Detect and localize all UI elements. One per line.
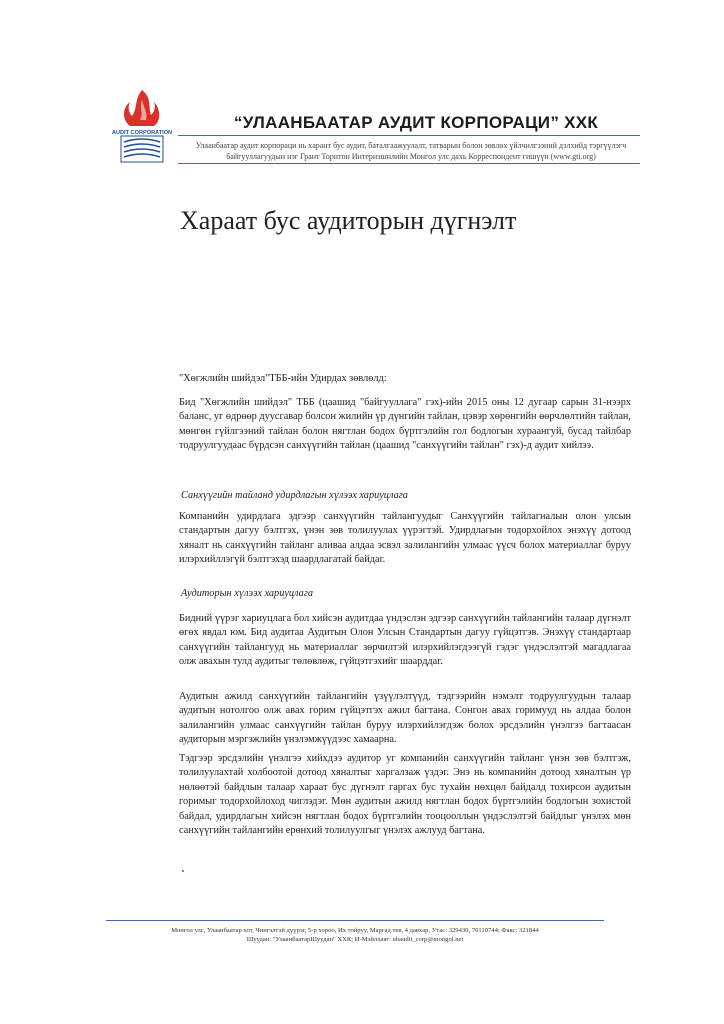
company-tagline — [182, 140, 640, 162]
auditor-paragraph-2: Аудитын ажилд санхүүгийн тайлангийн үзүүлэлтүүд, тэдгээрийн нэмэлт тодруулгуудын талаар аудитын нотолгоо олж авах горим гүйцэтгэх ажил багтана. Сонгон авах горимууд нь алдаа болон залилангийн улмаас санхүүгийн тайлан буруу илэрхийлэгдэж болох эрсдэлийн үнэлгээ багтаасан аудиторын мэргэжлийн үнэлэмжүүдээс хамаарна. — [179, 691, 631, 746]
footer — [120, 926, 590, 944]
section-heading-management: Санхүүгийн тайланд удирдлагын хүлээх хариуцлага — [181, 490, 408, 501]
document-title: Хараат бус аудиторын дүгнэлт — [180, 206, 517, 235]
auditor-paragraph-3: Тэдгээр эрсдэлийн үнэлгээ хийхдээ аудитор уг компанийн санхүүгийн тайланг үнэн зөв бэлтгэж, толилуулахтай холбоотой дотоод хяналтыг харгалзаж үздэг. Энэ нь компанийн дотоод хяналтын үр нөлөөтэй байдлын талаар хараат бус дүгнэлт гаргах бус тухайн нөхцөл байдалд тохирсон аудитын горимыг тодорхойлоход чиглэдэг. Мөн аудитын ажилд нягтлан бодох бүртгэлийн бодлогын зохистой байдал, удирдлагын хийсэн нягтлан бодох бүртгэлийн тооцооллын үндэслэлтэй байдлыг үнэлэх мөн санхүүгийн тайлангийн ерөнхий толилуулгыг үнэлэх ажлууд багтана. — [179, 753, 631, 837]
company-logo — [108, 86, 176, 164]
section-heading-auditor: Аудиторын хүлээх хариуцлага — [181, 588, 313, 599]
logo-text: AUDIT CORPORATION — [111, 130, 173, 136]
auditor-paragraph-1: Бидний үүрэг хариуцлага бол хийсэн аудитдаа үндэслэн эдгээр санхүүгийн тайлангийн талаар дүгнэлт өгөх явдал юм. Бид аудитаа Аудитын Олон Улсын Стандартын дагуу гүйцэтгэв. Энэхүү стандартаар санхүүгийн тайлангууд нь материаллаг зөрчилтэй илэрхийлэгдээгүй гэдэг үндэслэлтэй магадлагаа олж авахын тулд аудитыг төлөвлөж, гүйцэтгэхийг шаарддаг. — [179, 613, 631, 668]
intro-paragraph: Бид "Хөгжлийн шийдэл" ТББ (цаашид "байгууллага" гэх)-ийн 2015 оны 12 дугаар сарын 31-нээрх баланс, уг өдрөөр дуусгавар болсон жилийн үр дүнгийн тайлан, цэвэр хөрөнгийн өөрчлөлтийн тайлан, мөнгөн гүйлгээний тайлан болон нягтлан бодох бүртгэлийн гол бодлогын хураангуй, бусад тайлбар тодруулгуудаас бүрдсэн санхүүгийн тайлан (цаашид "санхүүгийн тайлан" гэх)-д аудит хийлээ. — [179, 397, 631, 452]
footer-divider — [106, 920, 604, 921]
addressee: "Хөгжлийн шийдэл"ТББ-ийн Удирдах зөвлөлд: — [179, 373, 387, 384]
tagline-line-2: байгууллагуудын нэг Грант Торнтон Интернэшнлийн Монгол улс дахь Корреспондент гишүүн (www.gti.org) — [226, 152, 596, 161]
tagline-line-1: Улаанбаатар аудит корпораци нь харант бус аудит, баталгаажуулалт, татварын болон зөвлөх үйлчилгээний дэлхийд тэргүүлэгч — [195, 141, 627, 150]
scan-mark — [182, 870, 184, 872]
header-divider — [178, 135, 640, 136]
company-name: “УЛААНБААТАР АУДИТ КОРПОРАЦИ” ХХК — [233, 113, 599, 132]
management-paragraph: Компанийн удирдлага эдгээр санхүүгийн тайлангуудыг Санхүүгийн тайлагналын олон улсын стандартын дагуу бэлтгэх, үнэн зөв толилуулах үүрэгтэй. Удирдлагын тодорхойлох энэхүү дотоод хяналт нь санхүүгийн тайланг аливаа алдаа эсвэл залилангийн улмаас үүсч болох материаллаг буруу илэрхийллэгүй бэлтгэхэд шаардлагатай байдаг. — [179, 511, 631, 566]
footer-address: Монгол улс, Улаанбаатар хот, Чингэлтэй дүүрэг, 5-р хороо, Их тойруу, Маргад тев, 4 давхар, Утас: 329430, 70110744; Факс: 321844 — [171, 927, 539, 934]
footer-contact: Шуудан: "УлаанбаатарШуудан" ХХК; И-Мэйлхаяг: ubaudit_corp@mongol.net — [246, 936, 464, 943]
header-divider-bottom — [178, 163, 640, 164]
